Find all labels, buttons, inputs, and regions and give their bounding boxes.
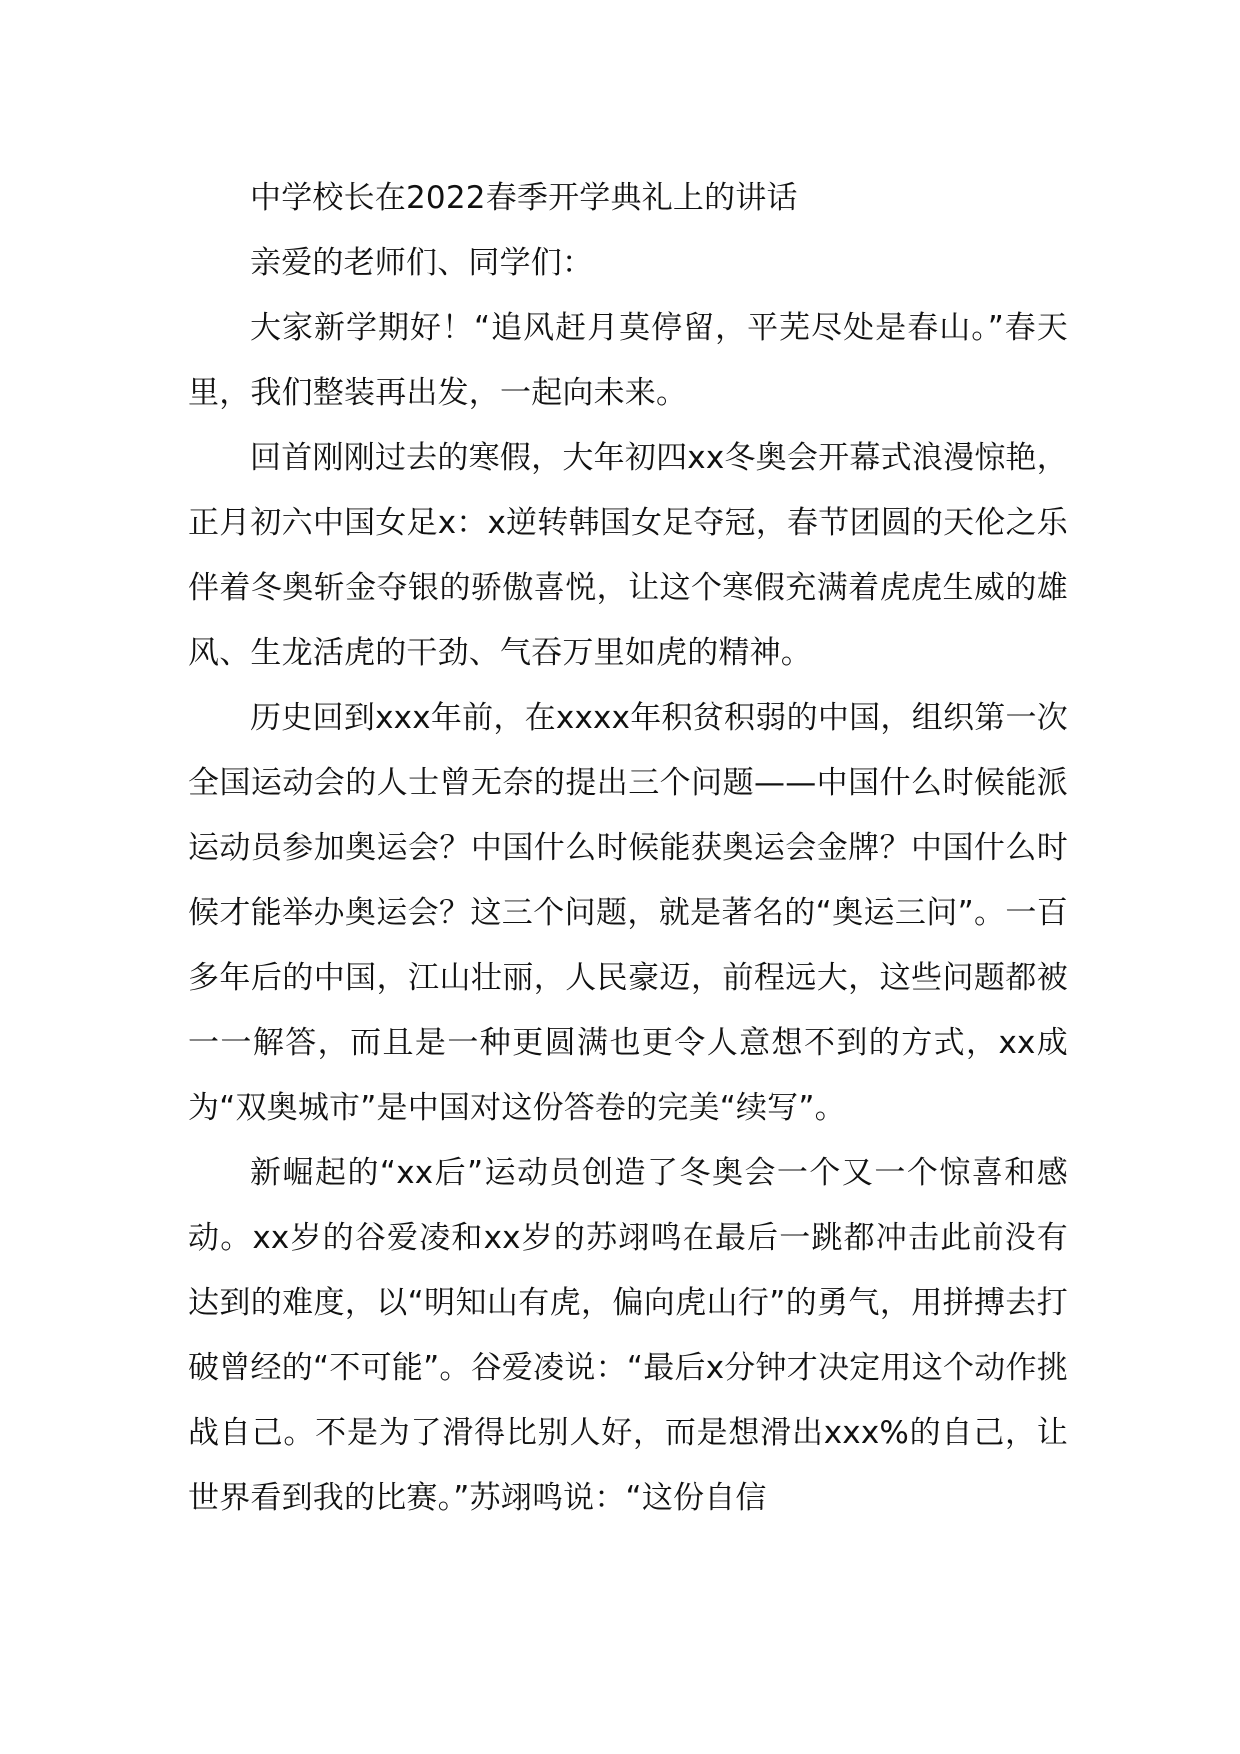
paragraph-greeting: 大家新学期好！“追风赶月莫停留，平芜尽处是春山。”春天里，我们整装再出发，一起向未来。 <box>188 310 1068 411</box>
salutation: 亲爱的老师们、同学们： <box>250 245 594 281</box>
paragraph-young-athletes: 新崛起的“xx后”运动员创造了冬奥会一个又一个惊喜和感动。xx岁的谷爱凌和xx岁的苏翊鸣在最后一跳都冲击此前没有达到的难度，以“明知山有虎，偏向虎山行”的勇气，用拼搏去打破曾经的“不可能”。谷爱凌说：“最后x分钟才决定用这个动作挑战自己。不是为了滑得比别人好，而是想滑出xxx%的自己，让世界看到我的比赛。”苏翊鸣说：“这份自信 <box>188 1155 1068 1516</box>
document-title: 中学校长在2022春季开学典礼上的讲话 <box>250 180 798 216</box>
paragraph-winter-break: 回首刚刚过去的寒假，大年初四xx冬奥会开幕式浪漫惊艳，正月初六中国女足x：x逆转韩国女足夺冠，春节团圆的天伦之乐伴着冬奥斩金夺银的骄傲喜悦，让这个寒假充满着虎虎生威的雄风、生龙活虎的干劲、气吞万里如虎的精神。 <box>188 440 1068 671</box>
paragraph-olympic-history: 历史回到xxx年前，在xxxx年积贫积弱的中国，组织第一次全国运动会的人士曾无奈的提出三个问题——中国什么时候能派运动员参加奥运会？中国什么时候能获奥运会金牌？中国什么时候才能举办奥运会？这三个问题，就是著名的“奥运三问”。一百多年后的中国，江山壮丽，人民豪迈，前程远大，这些问题都被一一解答，而且是一种更圆满也更令人意想不到的方式，xx成为“双奥城市”是中国对这份答卷的完美“续写”。 <box>188 700 1068 1126</box>
document-body <box>188 166 1068 1531</box>
